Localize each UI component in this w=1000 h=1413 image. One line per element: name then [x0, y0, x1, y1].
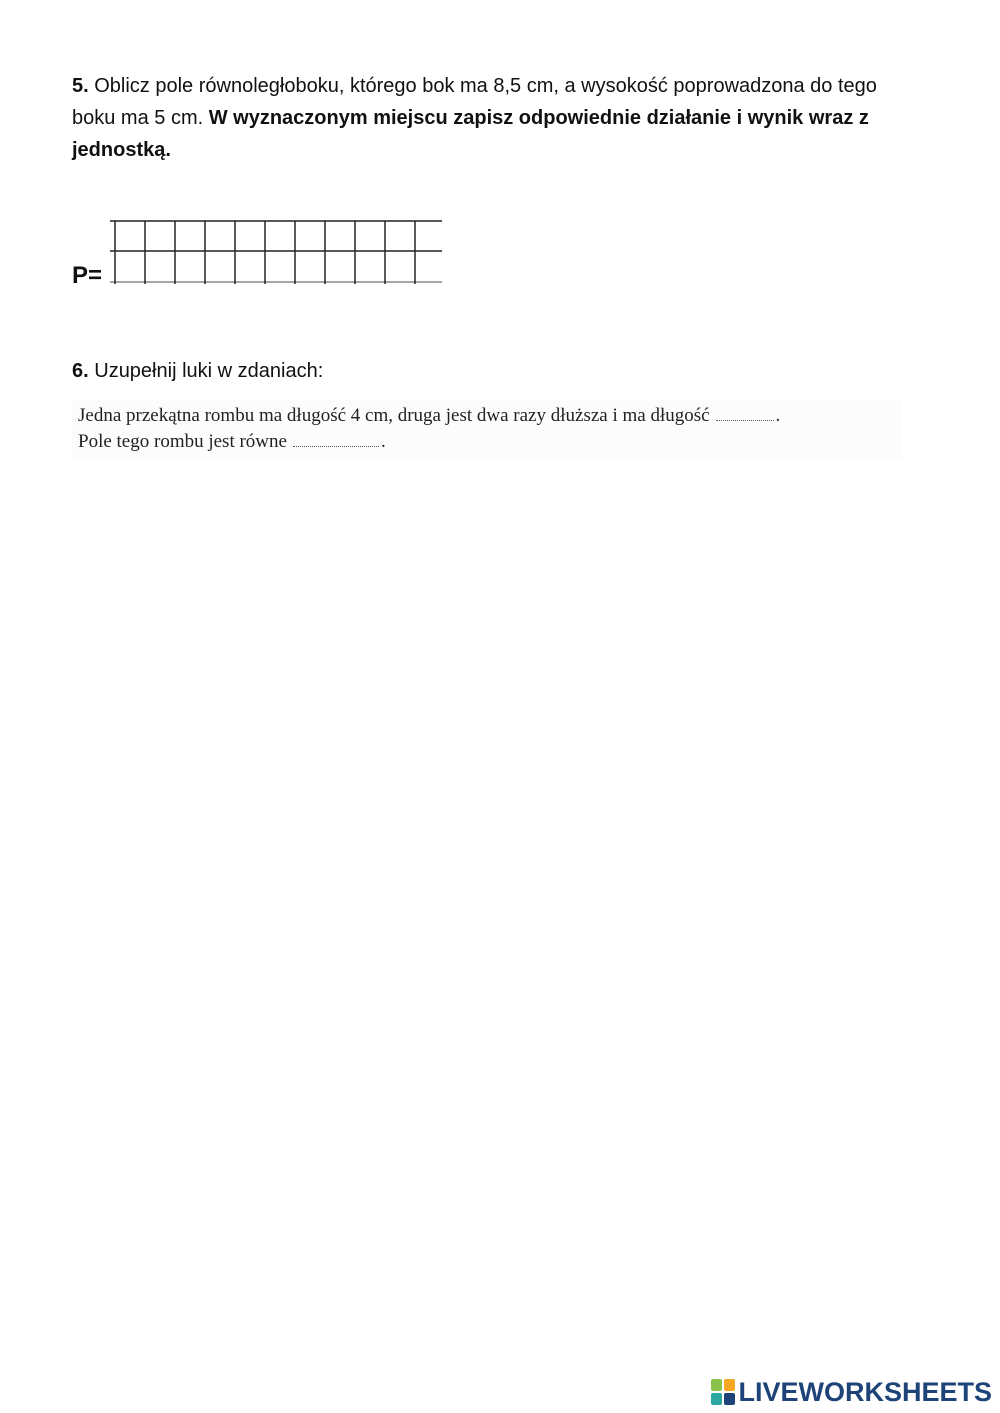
sentence-1-end: . [775, 405, 781, 426]
task-5 [72, 70, 912, 166]
liveworksheets-logo-icon [711, 1379, 735, 1405]
task-5-bold-instruction: W wyznaczonym miejscu zapisz odpowiednie działanie i wynik wraz z jednostką. [72, 107, 869, 161]
task-6-sentence-1 [78, 402, 780, 429]
sentence-2-end: . [380, 431, 386, 452]
area-label: P= [72, 262, 103, 289]
blank-field-2[interactable] [293, 428, 379, 447]
task-5-instruction: Oblicz pole równoległoboku, którego bok ma 8,5 cm, a wysokość poprowadzona do tego boku ma 5 cm. [72, 75, 877, 129]
sentence-1-text: Jedna przekątna rombu ma długość 4 cm, druga jest dwa razy dłuższa i ma długość [78, 405, 710, 426]
sentence-2-text: Pole tego rombu jest równe [78, 431, 287, 452]
task-6-excerpt [72, 400, 902, 458]
task-6-number: 6. [72, 360, 89, 382]
footer-logo [711, 1377, 992, 1407]
task-5-number: 5. [72, 75, 89, 97]
blank-field-1[interactable] [716, 402, 774, 421]
answer-grid[interactable] [110, 218, 442, 288]
task-5-answer-row [72, 218, 452, 290]
brand-name: LIVEWORKSHEETS [738, 1377, 992, 1407]
task-6-heading [72, 355, 323, 387]
task-6-instruction: Uzupełnij luki w zdaniach: [88, 360, 324, 382]
task-6-sentence-2 [78, 428, 386, 455]
